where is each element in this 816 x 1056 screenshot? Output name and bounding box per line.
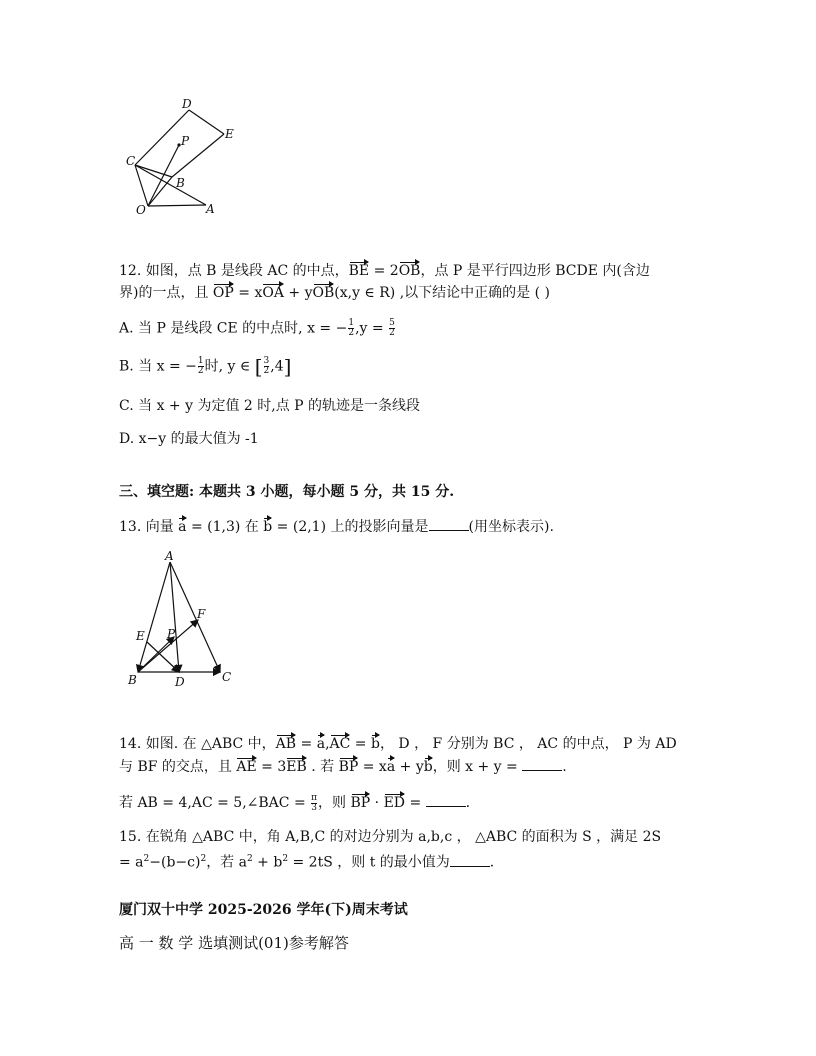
vector-BE: BE — [348, 263, 370, 279]
q15-line2 — [119, 850, 494, 872]
q12-option-a — [119, 319, 396, 338]
q14-text: . — [562, 759, 567, 775]
q12-text: ，点 P 是平行四边形 BCDE 内(含边 — [420, 263, 650, 279]
q14-text: = x — [358, 759, 387, 775]
label-D: D — [182, 97, 192, 111]
exponent: 2 — [143, 854, 150, 864]
numerator: 1 — [197, 356, 204, 366]
label-P: P — [181, 134, 190, 148]
q14-text: = 3 — [256, 759, 287, 775]
label-D: D — [175, 675, 185, 689]
label-O: O — [136, 203, 146, 217]
q14-text: . — [465, 795, 471, 811]
bracket-right: ] — [283, 354, 292, 379]
q14-line3 — [119, 792, 470, 813]
vector-ED: ED — [383, 795, 406, 811]
vector-BP: BP — [350, 795, 371, 811]
answer-blank[interactable] — [522, 756, 562, 771]
numerator: 1 — [348, 318, 355, 328]
option-text: 时, y ∈ — [204, 358, 255, 375]
q13-text: (用坐标表示). — [468, 519, 554, 535]
q12-eq: = 2 — [369, 263, 399, 279]
vector-BP: BP — [338, 759, 359, 775]
exponent: 2 — [246, 854, 253, 864]
vector-OA: OA — [262, 285, 284, 301]
numerator: 5 — [389, 318, 395, 328]
vector-AB: AB — [275, 736, 297, 752]
vector-a: a — [178, 519, 187, 535]
q14-text: ， D ， F 分别为 BC ， AC 的中点， P 为 AD — [379, 736, 677, 752]
label-F: F — [197, 607, 206, 621]
q15-text: ，若 a — [206, 854, 247, 871]
denominator: 3 — [311, 802, 317, 813]
q14-text: 14. 如图. 在 △ABC 中， — [119, 736, 276, 752]
q15-text: + b — [252, 854, 283, 871]
q15-text: . — [489, 854, 495, 871]
vector-b: b — [370, 736, 380, 752]
q12-plus: + y — [283, 285, 313, 301]
option-text: ,4 — [270, 358, 284, 375]
q12-text: 12. 如图，点 B 是线段 AC 的中点， — [119, 263, 349, 279]
vector-AC: AC — [329, 736, 351, 752]
answer-blank[interactable] — [450, 852, 490, 867]
fraction — [389, 319, 395, 338]
option-text: B. 当 x = − — [119, 358, 197, 375]
q13-text: 13. 向量 — [119, 519, 179, 535]
q15-text: −(b−c) — [149, 854, 201, 871]
q14-text: ，则 x + y = — [432, 759, 523, 775]
answer-blank[interactable] — [426, 792, 466, 807]
denominator: 2 — [263, 366, 270, 376]
q13-line — [119, 516, 554, 536]
q14-text: = — [296, 736, 317, 752]
q12-text: 界)的一点，且 — [119, 285, 213, 301]
q15-text: = 2tS ，则 t 的最小值为 — [288, 854, 450, 871]
label-C: C — [222, 670, 232, 684]
q14-text: . 若 — [306, 759, 339, 775]
vector-OB: OB — [312, 285, 335, 301]
vector-a: a — [316, 736, 326, 752]
vector-b: b — [263, 519, 273, 535]
figure-q12 — [120, 95, 250, 220]
q14-line2 — [119, 756, 567, 776]
figure-q14 — [122, 548, 242, 690]
q12-line2 — [119, 284, 550, 302]
section-heading: 三、填空题: 本题共 3 小题，每小题 5 分，共 15 分. — [119, 484, 455, 500]
label-E: E — [225, 127, 234, 141]
denominator: 2 — [348, 328, 355, 338]
answer-blank[interactable] — [429, 516, 469, 531]
q14-text: = — [350, 736, 371, 752]
label-C: C — [126, 154, 136, 168]
q13-text: = (2,1) 上的投影向量是 — [272, 519, 429, 535]
q13-text: = (1,3) 在 — [186, 519, 264, 535]
option-text: A. 当 P 是线段 CE 的中点时, x = − — [119, 320, 348, 337]
answer-subtitle: 高 一 数 学 选填测试(01)参考解答 — [119, 934, 349, 952]
vector-OP: OP — [212, 285, 234, 301]
option-text: ,y = — [355, 320, 389, 337]
vector-OB: OB — [398, 263, 421, 279]
numerator: π — [311, 792, 318, 803]
label-A: A — [206, 202, 215, 216]
q15-line1: 15. 在锐角 △ABC 中，角 A,B,C 的对边分别为 a,b,c ， △ABC 的面积为 S ，满足 2S — [119, 829, 662, 845]
label-B: B — [128, 673, 137, 687]
vector-b: b — [423, 759, 433, 775]
school-title: 厦门双十中学 2025-2026 学年(下)周末考试 — [119, 902, 408, 918]
q12-line1 — [119, 262, 650, 280]
q14-text: = — [405, 795, 426, 811]
denominator: 2 — [389, 328, 395, 338]
label-E: E — [136, 629, 145, 643]
q12-text: (x,y ∈ R) ,以下结论中正确的是 ( ) — [334, 285, 550, 301]
fraction — [348, 319, 354, 338]
vector-EB: EB — [286, 759, 307, 775]
q12-eq: = x — [233, 285, 263, 301]
q14-text: + y — [395, 759, 424, 775]
q12-option-c: C. 当 x + y 为定值 2 时,点 P 的轨迹是一条线段 — [119, 398, 421, 414]
q14-text: , — [325, 736, 330, 752]
fraction — [198, 357, 204, 376]
exponent: 2 — [282, 854, 289, 864]
denominator: 2 — [197, 366, 204, 376]
q14-text: · — [370, 795, 384, 811]
label-P: P — [167, 627, 176, 641]
q12-option-d: D. x−y 的最大值为 -1 — [119, 431, 259, 447]
q14-text: 与 BF 的交点，且 — [119, 759, 237, 775]
fraction — [311, 794, 317, 813]
numerator: 3 — [263, 356, 270, 366]
fraction — [264, 357, 270, 376]
vector-a: a — [386, 759, 396, 775]
vector-AE: AE — [236, 759, 257, 775]
label-A: A — [165, 549, 174, 563]
label-B: B — [176, 176, 185, 190]
q14-text: ，则 — [318, 795, 351, 811]
q14-text: 若 AB = 4,AC = 5,∠BAC = — [119, 795, 311, 811]
bracket-left: [ — [254, 354, 263, 379]
q12-option-b — [119, 354, 292, 379]
q14-line1 — [119, 735, 677, 753]
exponent: 2 — [200, 854, 207, 864]
q15-text: = a — [119, 854, 144, 871]
